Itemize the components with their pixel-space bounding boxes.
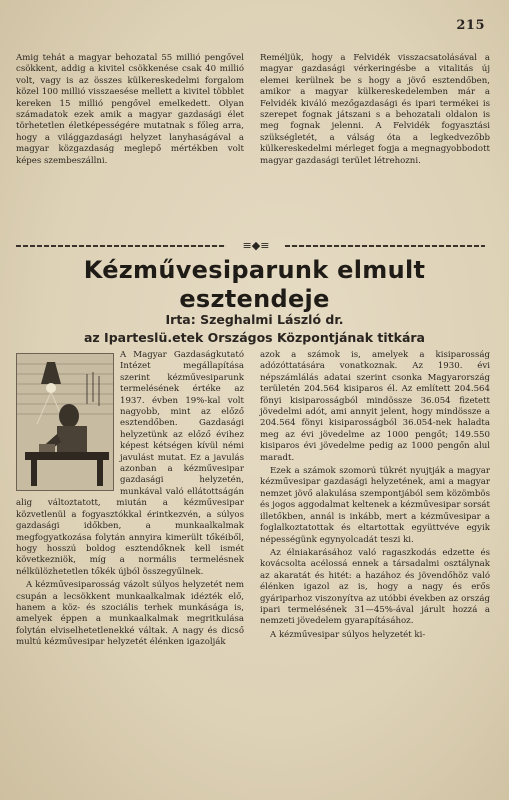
- top-right-column: [260, 53, 490, 167]
- body-paragraph-4: Ezek a számok szomorú tükrét nyujtják a magyar kézművesipar gazdasági helyzetének, ami a magyar nemzet jövő alakulása szempontjából sem közömbös és jogos aggodalmat keltenek a kézművesipar sorsát illetőkben, annál is inkább, mert a kézművesipar a foglalkoztatottak és eltartottak együttvéve egyik népességünk egynyolcadát teszi ki.: [260, 466, 490, 545]
- body-paragraph-6: A kézművesipar súlyos helyzetét ki-: [270, 629, 426, 640]
- intro-paragraph: A Magyar Gazdaságkutató Intézet megállapítása szerint kézművesiparunk termelésének értéke az 1937. évben 19%-kal volt nagyobb, mint az előző esztendőben. Gazdasági helyzetünk az előző évihez képest kétségen kívül némi javulást mutat. Ez a javulás azonban a kézművesipar gazdasági helyzetén, munkával való ellátottságán alig változtatott, miután a kézművesipar közvetlenül a fogyasztókkal érintkezvén, a súlyos gazdasági időkben, a munkaalkalmak megfogyatkozása folytán annyira kimerült tőkéiből, hogy hosszú boldog esztendőknek kell ismét következniök, míg a normális termelésnek nélkülözhetetlen tőkék újból összegyűlnek.: [16, 350, 244, 577]
- divider-ornament: ≡◆≡: [242, 239, 270, 252]
- top-left-paragraph: Amig tehát a magyar behozatal 55 millió pengővel csökkent, addig a kivitel csökkenése csak 40 millió volt, vagy is az összes külkereskedelmi forgalom közel 100 millió visszaesése mellett a kivitel többlet kereken 15 millió pengővel emelkedett. Olyan számadatok ezek amik a magyar gazdasági élet törhetetlen életképességére mutatnak s főleg arra, hogy a világgazdasági helyzet lanyhaságával a magyar közgazdaság meglepő mértékben volt képes szembeszállni.: [16, 53, 244, 166]
- divider-rule-right: [285, 245, 485, 247]
- divider-rule-left: [16, 245, 226, 247]
- body-paragraph-2: A kézművesiparosság vázolt súlyos helyzetét nem csupán a lecsökkent munkaalkalmak idézték elő, hanem a köz- és szociális terhek munkásága is, amelyek éppen a munkaalkalmak megritkulása folytán elviselhetetlenekké váltak. A nagy és dicső multú kézművesipar helyzetét élénken igazolják: [16, 580, 244, 648]
- article-author: Irta: Szeghalmi László dr.: [165, 312, 344, 327]
- page-number: 215: [456, 18, 485, 33]
- bottom-right-column: [260, 350, 490, 641]
- bottom-left-column: [16, 350, 244, 649]
- article-title-line1: Kézművesiparunk elmult: [83, 256, 426, 284]
- craftsman-workshop-illustration: [16, 353, 114, 491]
- body-paragraph-3: azok a számok is, amelyek a kisiparosság adózóttatására vonatkoznak. Az 1930. évi népszámlálás adatai szerint csonka Magyarország területén 204.564 kisiparos él. Az említett 204.564 fönyi kisiparosságból mindössze 36.054 fizetett jövedelmi adót, ami annyit jelent, hogy mindössze a 204.564 fönyi kisiparosságból 36.054-nek haladta meg az évi jövedelme az 1000 pengőt; 149.550 kisiparos évi jövedelme pedig az 1000 pengőn alul maradt.: [260, 350, 490, 463]
- article-title-line2: esztendeje: [179, 285, 330, 313]
- body-paragraph-5: Az élniakarásához való ragaszkodás edzette és kovácsolta acélossá ennek a társadalmi osztálynak az akaratát és hitét: a hazához és jövendőhöz való élénken igazol az is, hogy a nagy és erős gyáriparhoz viszonyítva az utóbbi években az ország ipari termelésének 31—45%-ával járult hozzá a nemzeti jövedelem gyarapításához.: [260, 547, 490, 627]
- article-author-title: az Iparteslü.etek Országos Központjának titkára: [84, 330, 425, 345]
- top-left-column: [16, 53, 244, 167]
- top-right-paragraph: Reméljük, hogy a Felvidék visszacsatolásával a magyar gazdasági vérkeringésbe a vitalitás új elemei kerülnek be s hogy a jövő esztendőben, amikor a magyar külkereskedelemben már a Felvidék kiváló mezőgazdasági és ipari termékei is szerepet fognak játszani s a behozatali oldalon is meg fognak jelenni. A Felvidék fogyasztási szükségletét, a válság óta a legkedvezőbb külkereskedelmi mérleget fogja a megnagyobbodott magyar gazdasági terület létrehozni.: [260, 53, 490, 166]
